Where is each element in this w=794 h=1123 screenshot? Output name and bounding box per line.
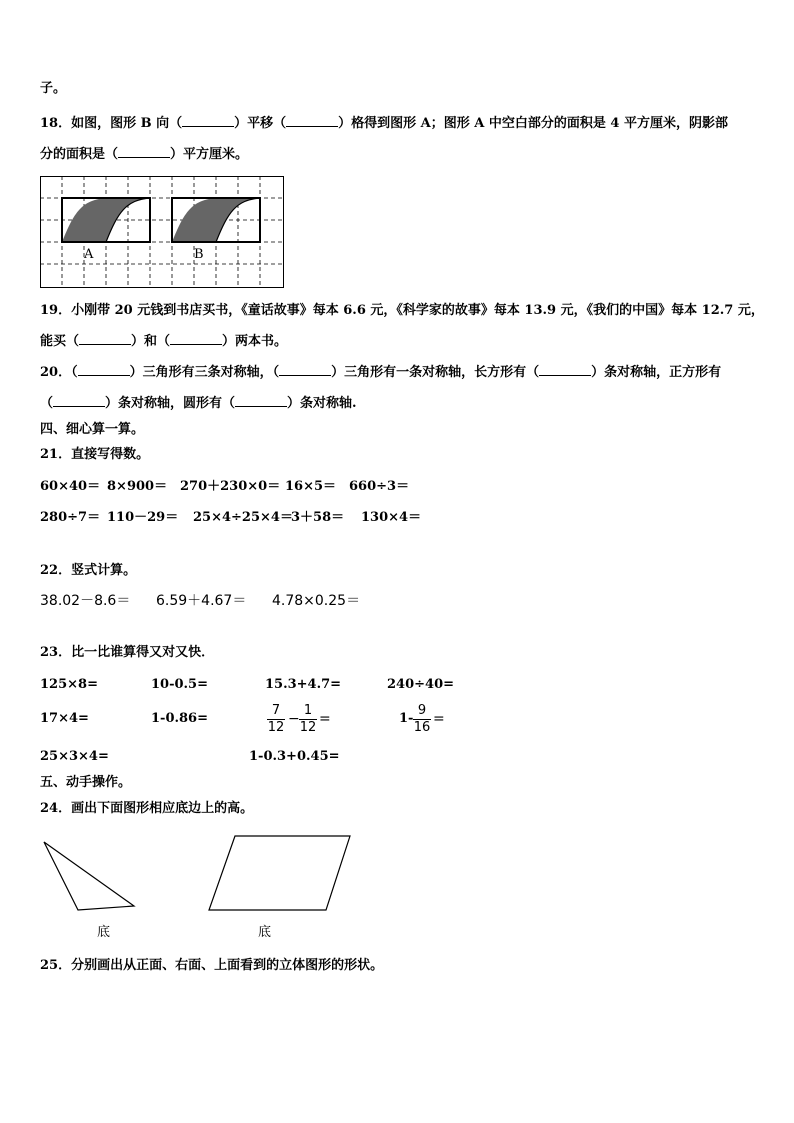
parallelogram-figure [205, 832, 355, 914]
q23-item: 17×4= [40, 711, 89, 726]
grid-figure [40, 176, 284, 288]
q22-item: 4.78×0.25＝ [272, 593, 361, 609]
prefix: 1- [399, 711, 414, 726]
q22-item: 38.02－8.6＝ [40, 593, 131, 609]
fraction [299, 703, 317, 736]
answer-blank[interactable] [286, 115, 338, 127]
question-22-title: 22．竖式计算。 [40, 563, 137, 578]
q18-text: 分的面积是（ [40, 147, 119, 162]
section-heading-5: 五、动手操作。 [40, 775, 132, 790]
numerator: 7 [267, 703, 285, 720]
answer-blank[interactable] [118, 146, 170, 158]
q23-item: 10-0.5= [151, 677, 208, 692]
question-18-line-1 [40, 115, 728, 132]
q23-item: 25×3×4= [40, 749, 109, 764]
numerator: 1 [299, 703, 317, 720]
base-label: 底 [97, 925, 111, 940]
label-a: A [84, 247, 94, 262]
q23-item: 1-0.86= [151, 711, 208, 726]
answer-blank[interactable] [279, 364, 331, 376]
answer-blank[interactable] [182, 115, 234, 127]
question-25-title: 25．分别画出从正面、右面、上面看到的立体图形的形状。 [40, 958, 384, 973]
equals-sign: = [319, 711, 331, 727]
answer-blank[interactable] [539, 364, 591, 376]
triangle-figure [40, 838, 140, 914]
q23-item: 15.3+4.7= [265, 677, 342, 692]
base-label: 底 [258, 925, 272, 940]
q19-text: ）和（ [131, 334, 171, 349]
label-b: B [194, 247, 204, 262]
q19-text: ）两本书。 [222, 334, 288, 349]
answer-blank[interactable] [79, 333, 131, 345]
denominator: 12 [267, 720, 285, 735]
q23-item: 1-0.3+0.45= [249, 749, 340, 764]
q22-item: 6.59＋4.67＝ [156, 593, 247, 609]
question-20-line-2 [40, 395, 357, 412]
q21-item: 130×4＝ [361, 510, 422, 525]
q21-item: 8×900＝ [107, 479, 168, 494]
answer-blank[interactable] [53, 395, 105, 407]
numerator: 9 [413, 703, 431, 720]
q18-text: ）格得到图形 A；图形 A 中空白部分的面积是 4 平方厘米，阴影部 [338, 116, 729, 131]
q21-item: 280÷7＝ [40, 510, 101, 525]
q21-item: 270＋230×0＝ [180, 479, 281, 494]
question-24-title: 24．画出下面图形相应底边上的高。 [40, 801, 254, 816]
q21-item: 110－29＝ [107, 510, 179, 525]
q20-text: ）三角形有三条对称轴，（ [129, 365, 280, 380]
q18-text: ）平方厘米。 [170, 147, 249, 162]
equals-sign: = [433, 711, 445, 727]
q21-item: 3＋58＝ [291, 510, 345, 525]
q21-item: 16×5＝ [285, 479, 337, 494]
section-heading-4: 四、细心算一算。 [40, 422, 145, 437]
q18-text: 18．如图，图形 B 向（ [40, 116, 183, 131]
answer-blank[interactable] [78, 364, 130, 376]
question-19-line-2 [40, 333, 287, 350]
answer-blank[interactable] [235, 395, 287, 407]
question-20-line-1 [40, 364, 721, 381]
q21-item: 660÷3＝ [349, 479, 410, 494]
q20-text: ）三角形有一条对称轴，长方形有（ [331, 365, 540, 380]
question-18-line-2 [40, 146, 248, 163]
denominator: 12 [299, 720, 317, 735]
q19-text: 能买（ [40, 334, 80, 349]
denominator: 16 [413, 720, 431, 735]
fraction [413, 703, 431, 736]
answer-blank[interactable] [170, 333, 222, 345]
q20-text: （ [40, 396, 54, 411]
q20-text: ）条对称轴，圆形有（ [105, 396, 236, 411]
q20-text: ）条对称轴，正方形有 [591, 365, 722, 380]
minus-sign: − [288, 711, 300, 727]
question-21-title: 21．直接写得数。 [40, 447, 150, 462]
shape-a [62, 198, 150, 242]
q20-text: ）条对称轴. [287, 396, 357, 411]
q23-item: 125×8= [40, 677, 98, 692]
q18-text: ）平移（ [234, 116, 287, 131]
question-23-title: 23．比一比谁算得又对又快． [40, 645, 215, 660]
q20-text: 20．（ [40, 365, 78, 380]
text-line: 子。 [40, 81, 67, 96]
q23-item: 240÷40= [387, 677, 455, 692]
question-19-line-1: 19．小刚带 20 元钱到书店买书，《童话故事》每本 6.6 元，《科学家的故事》每本 13.9 元，《我们的中国》每本 12.7 元， [40, 303, 764, 318]
fraction [267, 703, 285, 736]
q21-item: 60×40＝ [40, 479, 101, 494]
q21-item: 25×4÷25×4＝ [193, 510, 293, 525]
